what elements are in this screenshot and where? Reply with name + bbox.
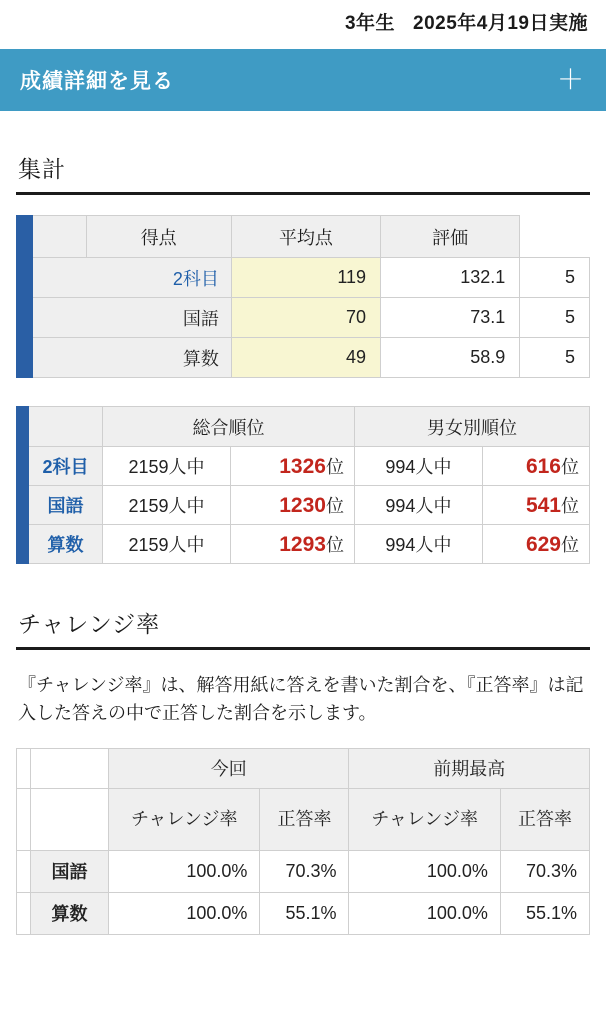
exam-date-label: 2025年4月19日実施 xyxy=(413,13,588,34)
rating-value: 5 xyxy=(520,298,590,338)
accent-bar xyxy=(17,338,33,378)
gender-rank-number: 616 xyxy=(525,455,561,478)
overall-rank xyxy=(231,486,355,525)
average-value: 73.1 xyxy=(381,298,520,338)
spacer-cell xyxy=(17,788,31,850)
challenge-group-prev: 前期最高 xyxy=(349,748,590,788)
summary-title: 集計 xyxy=(18,156,66,182)
prev-challenge-rate: 100.0% xyxy=(349,892,500,934)
challenge-col-corner xyxy=(31,748,109,788)
prev-correct-rate: 55.1% xyxy=(500,892,589,934)
score-row-label-2subjects[interactable]: 2科目 xyxy=(33,258,232,298)
overall-rank-number: 1230 xyxy=(279,494,326,517)
table-header-row xyxy=(17,407,590,447)
table-header-row xyxy=(17,748,590,788)
grade-label: 3年生 xyxy=(344,13,396,34)
score-row-label-math: 算数 xyxy=(33,338,232,378)
overall-total: 2159人中 xyxy=(103,525,231,564)
table-row xyxy=(17,258,590,298)
summary-rule xyxy=(16,192,590,195)
gender-rank-unit: 位 xyxy=(561,457,579,477)
now-correct-rate: 55.1% xyxy=(260,892,349,934)
rank-table xyxy=(16,406,590,564)
score-row-label-japanese: 国語 xyxy=(33,298,232,338)
spacer-cell xyxy=(17,892,31,934)
score-col-corner xyxy=(33,216,87,258)
challenge-sub-prev-challenge: チャレンジ率 xyxy=(349,788,500,850)
spacer-cell xyxy=(17,850,31,892)
accent-bar xyxy=(17,298,33,338)
plus-icon[interactable]: ＋ xyxy=(557,64,584,95)
challenge-table-wrap xyxy=(16,748,590,935)
gender-rank-unit: 位 xyxy=(561,496,579,516)
accent-bar xyxy=(17,216,33,258)
challenge-note: 『チャレンジ率』は、解答用紙に答えを書いた割合を、『正答率』は記入した答えの中で正答した割合を示します。 xyxy=(18,675,584,723)
average-value: 132.1 xyxy=(381,258,520,298)
overall-rank-number: 1293 xyxy=(279,533,326,556)
accordion-label: 成績詳細を見る xyxy=(20,70,174,93)
accent-bar xyxy=(17,447,29,486)
gender-total: 994人中 xyxy=(354,447,482,486)
gender-rank xyxy=(482,447,589,486)
overall-rank-unit: 位 xyxy=(325,496,344,516)
rank-col-overall: 総合順位 xyxy=(103,407,355,447)
challenge-sub-now-correct: 正答率 xyxy=(260,788,349,850)
score-table-wrap xyxy=(16,215,590,378)
rank-row-label-2subjects[interactable]: 2科目 xyxy=(29,447,103,486)
now-challenge-rate: 100.0% xyxy=(109,892,260,934)
now-challenge-rate: 100.0% xyxy=(109,850,260,892)
gender-rank-number: 629 xyxy=(525,533,561,556)
score-col-average: 平均点 xyxy=(231,216,380,258)
challenge-sub-now-challenge: チャレンジ率 xyxy=(109,788,260,850)
challenge-table xyxy=(16,748,590,935)
rank-col-corner xyxy=(29,407,103,447)
table-subheader-row xyxy=(17,788,590,850)
average-value: 58.9 xyxy=(381,338,520,378)
table-row xyxy=(17,486,590,525)
now-correct-rate: 70.3% xyxy=(260,850,349,892)
gender-rank xyxy=(482,486,589,525)
overall-total: 2159人中 xyxy=(103,447,231,486)
overall-rank-unit: 位 xyxy=(325,457,344,477)
score-col-score: 得点 xyxy=(86,216,231,258)
score-value: 49 xyxy=(231,338,380,378)
gender-rank xyxy=(482,525,589,564)
score-detail-accordion[interactable] xyxy=(0,49,606,111)
accent-bar xyxy=(17,407,29,447)
table-row xyxy=(17,850,590,892)
table-row xyxy=(17,447,590,486)
challenge-rule xyxy=(16,647,590,650)
challenge-title: チャレンジ率 xyxy=(18,611,161,637)
overall-rank-unit: 位 xyxy=(325,535,344,555)
overall-rank xyxy=(231,447,355,486)
prev-correct-rate: 70.3% xyxy=(500,850,589,892)
score-table xyxy=(16,215,590,378)
table-row xyxy=(17,525,590,564)
table-row xyxy=(17,338,590,378)
accent-bar xyxy=(17,525,29,564)
gender-total: 994人中 xyxy=(354,486,482,525)
rank-col-gender: 男女別順位 xyxy=(354,407,589,447)
table-row xyxy=(17,298,590,338)
gender-total: 994人中 xyxy=(354,525,482,564)
gender-rank-number: 541 xyxy=(525,494,561,517)
table-header-row xyxy=(17,216,590,258)
challenge-row-label-japanese: 国語 xyxy=(31,850,109,892)
overall-rank xyxy=(231,525,355,564)
spacer-cell xyxy=(17,748,31,788)
challenge-section xyxy=(0,592,606,935)
challenge-row-label-math: 算数 xyxy=(31,892,109,934)
accent-bar xyxy=(17,258,33,298)
score-col-rating: 評価 xyxy=(381,216,520,258)
rank-table-wrap xyxy=(16,406,590,564)
challenge-sub-corner xyxy=(31,788,109,850)
exam-meta xyxy=(0,0,606,49)
challenge-sub-prev-correct: 正答率 xyxy=(500,788,589,850)
rank-row-label-math[interactable]: 算数 xyxy=(29,525,103,564)
prev-challenge-rate: 100.0% xyxy=(349,850,500,892)
rating-value: 5 xyxy=(520,258,590,298)
score-value: 70 xyxy=(231,298,380,338)
overall-rank-number: 1326 xyxy=(279,455,326,478)
score-value: 119 xyxy=(231,258,380,298)
table-row xyxy=(17,892,590,934)
rating-value: 5 xyxy=(520,338,590,378)
accent-bar xyxy=(17,486,29,525)
challenge-group-now: 今回 xyxy=(109,748,349,788)
gender-rank-unit: 位 xyxy=(561,535,579,555)
summary-section xyxy=(0,137,606,564)
overall-total: 2159人中 xyxy=(103,486,231,525)
rank-row-label-japanese[interactable]: 国語 xyxy=(29,486,103,525)
